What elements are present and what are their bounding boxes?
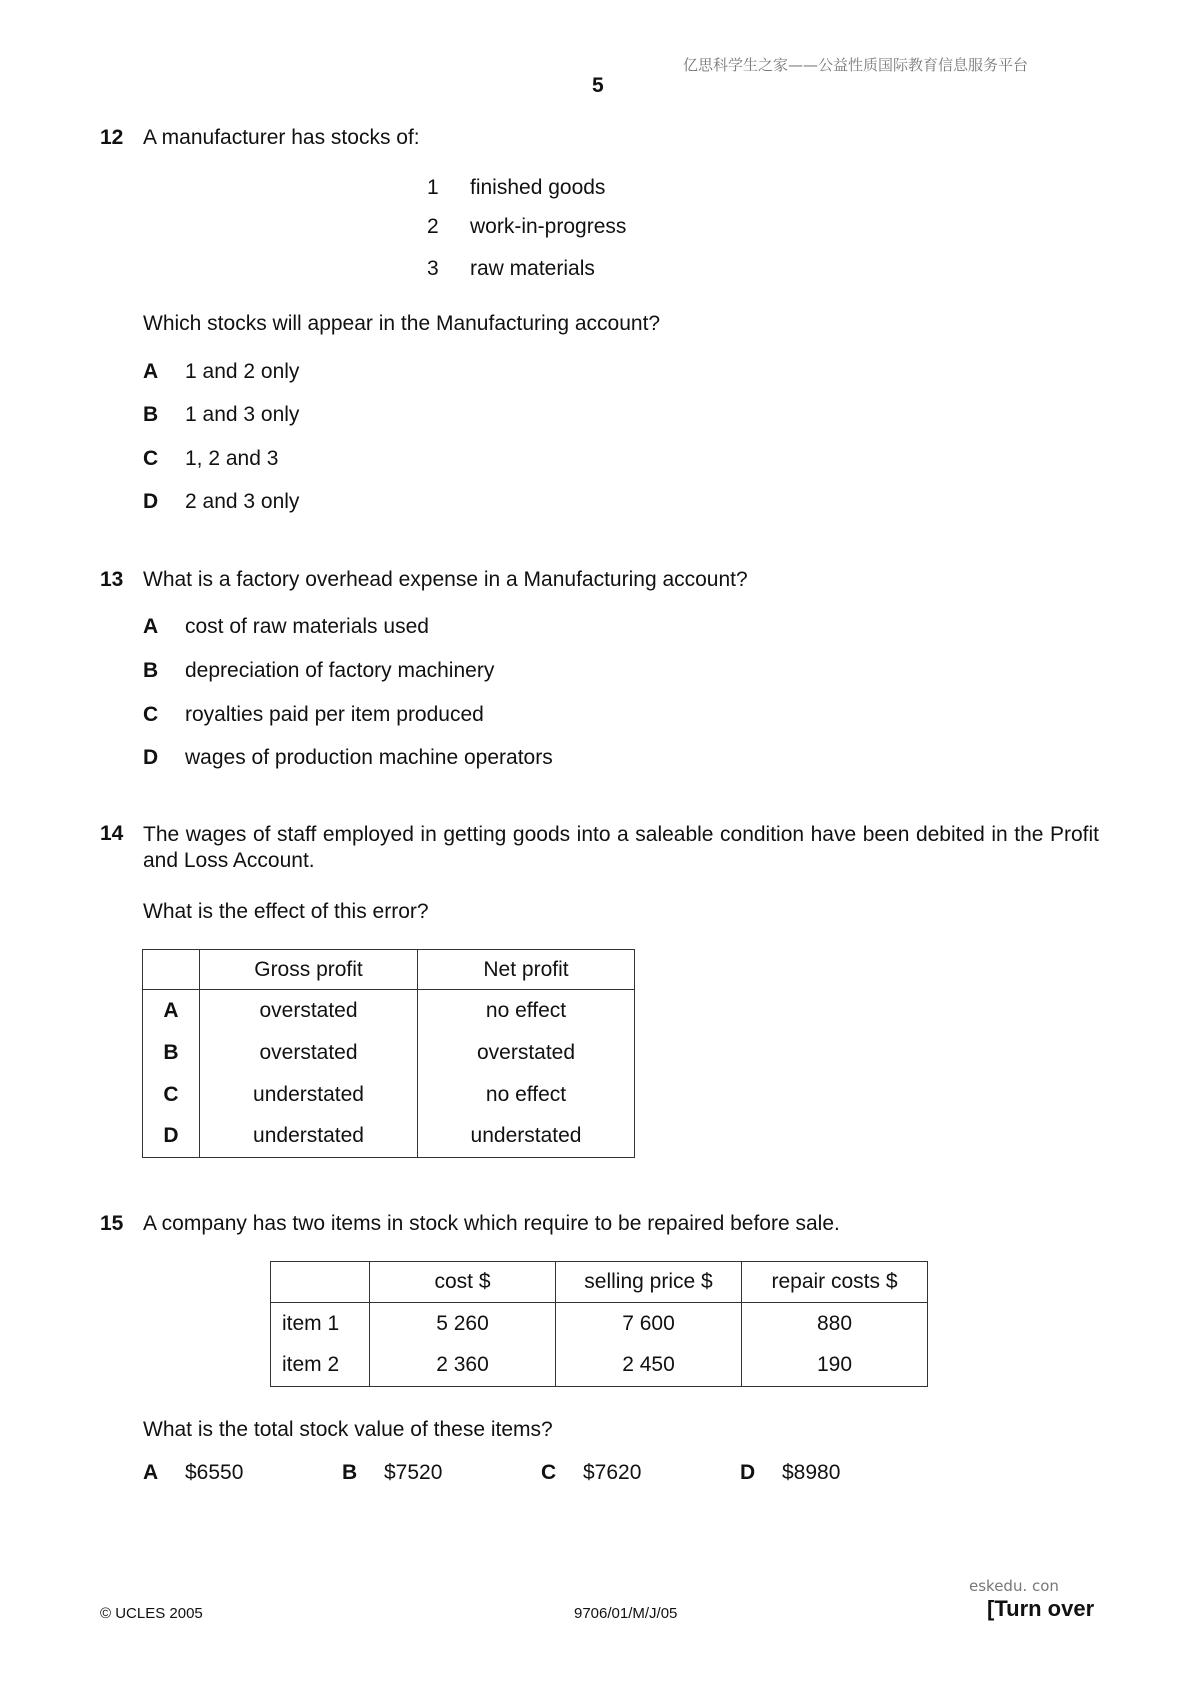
option-letter: D: [143, 490, 159, 513]
turn-over: [Turn over: [987, 1596, 1095, 1621]
table-cell: 5 260: [370, 1303, 556, 1345]
question-14-stem: The wages of staff employed in getting goods into a saleable condition have been debited in the Profit and Loss Account.: [143, 823, 1099, 872]
option-text: cost of raw materials used: [185, 615, 429, 638]
option-letter: B: [143, 403, 159, 426]
table-header-cell: Gross profit: [200, 950, 418, 990]
table-cell: C: [143, 1074, 200, 1116]
list-item-number: 3: [427, 257, 439, 280]
table-row: [143, 990, 635, 1032]
table-cell: item 1: [271, 1303, 370, 1345]
table-row: [271, 1303, 928, 1345]
option-text: 1 and 3 only: [185, 403, 300, 426]
paper-code: 9706/01/M/J/05: [574, 1605, 678, 1622]
table-cell: no effect: [418, 990, 635, 1032]
question-13-stem: What is a factory overhead expense in a Manufacturing account?: [143, 568, 748, 591]
table-cell: 880: [742, 1303, 928, 1345]
table-header-row: [143, 950, 635, 990]
table-cell: no effect: [418, 1074, 635, 1116]
question-12-prompt: Which stocks will appear in the Manufacturing account?: [143, 312, 661, 335]
table-header-row: [271, 1262, 928, 1303]
table-header-cell: repair costs $: [742, 1262, 928, 1303]
option-text: $6550: [185, 1461, 244, 1484]
option-text: $7520: [384, 1461, 443, 1484]
table-cell: A: [143, 990, 200, 1032]
table-row: [143, 1074, 635, 1116]
option-letter: C: [541, 1461, 557, 1484]
table-header-cell: [271, 1262, 370, 1303]
option-text: royalties paid per item produced: [185, 703, 484, 726]
table-cell: 190: [742, 1345, 928, 1387]
table-row: [143, 1116, 635, 1158]
list-item-number: 1: [427, 176, 439, 199]
table-header-cell: selling price $: [556, 1262, 742, 1303]
list-item-text: finished goods: [470, 176, 606, 199]
option-letter: D: [143, 746, 159, 769]
copyright: © UCLES 2005: [100, 1605, 203, 1622]
table-cell: understated: [418, 1116, 635, 1158]
table-row: [143, 1032, 635, 1074]
list-item-text: work-in-progress: [470, 215, 627, 238]
table-cell: 2 360: [370, 1345, 556, 1387]
table-cell: 2 450: [556, 1345, 742, 1387]
option-letter: B: [342, 1461, 358, 1484]
table-cell: B: [143, 1032, 200, 1074]
option-letter: D: [740, 1461, 756, 1484]
option-text: $8980: [782, 1461, 841, 1484]
question-15-stem: A company has two items in stock which require to be repaired before sale.: [143, 1212, 840, 1235]
option-letter: A: [143, 1461, 159, 1484]
table-row: [271, 1345, 928, 1387]
table-header-cell: Net profit: [418, 950, 635, 990]
option-text: 1 and 2 only: [185, 360, 300, 383]
table-cell: D: [143, 1116, 200, 1158]
option-letter: C: [143, 447, 159, 470]
option-text: 1, 2 and 3: [185, 447, 279, 470]
page-number: 5: [592, 74, 604, 97]
question-15-prompt: What is the total stock value of these items?: [143, 1418, 553, 1441]
table-cell: item 2: [271, 1345, 370, 1387]
table-header-cell: cost $: [370, 1262, 556, 1303]
option-letter: C: [143, 703, 159, 726]
option-text: 2 and 3 only: [185, 490, 300, 513]
option-letter: A: [143, 360, 159, 383]
list-item-text: raw materials: [470, 257, 595, 280]
option-text: $7620: [583, 1461, 642, 1484]
table-cell: overstated: [200, 990, 418, 1032]
question-15-number: 15: [100, 1212, 124, 1235]
question-12-number: 12: [100, 126, 124, 149]
stock-items-table: [270, 1261, 928, 1387]
question-14-number: 14: [100, 822, 124, 845]
table-cell: understated: [200, 1116, 418, 1158]
footer-watermark: eskedu. con: [969, 1577, 1059, 1595]
question-12-stem: A manufacturer has stocks of:: [143, 126, 420, 149]
table-cell: 7 600: [556, 1303, 742, 1345]
header-watermark: 亿思科学生之家——公益性质国际教育信息服务平台: [683, 56, 1029, 74]
table-cell: overstated: [418, 1032, 635, 1074]
error-effect-table: [142, 949, 635, 1158]
question-14-prompt: What is the effect of this error?: [143, 900, 429, 923]
option-text: depreciation of factory machinery: [185, 659, 495, 682]
table-cell: understated: [200, 1074, 418, 1116]
list-item-number: 2: [427, 215, 439, 238]
option-text: wages of production machine operators: [185, 746, 553, 769]
table-header-cell: [143, 950, 200, 990]
option-letter: A: [143, 615, 159, 638]
table-cell: overstated: [200, 1032, 418, 1074]
question-13-number: 13: [100, 568, 124, 591]
option-letter: B: [143, 659, 159, 682]
